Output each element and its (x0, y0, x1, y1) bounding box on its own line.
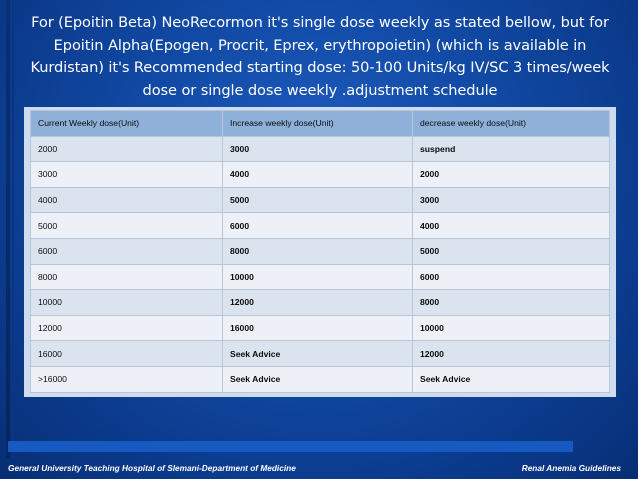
increase-dose-cell: 4000 (223, 162, 413, 188)
current-dose-cell: 12000 (31, 315, 223, 341)
current-dose-cell: 16000 (31, 341, 223, 367)
table-row (31, 162, 610, 188)
table-row (31, 187, 610, 213)
decrease-dose-cell: 6000 (413, 264, 610, 290)
slide-title: For (Epoitin Beta) NeoRecormon it's single dose weekly as stated bellow, but for Epoitin Alpha(Epogen, Procrit, Eprex, erythropoietin) (which is available in Kurdistan) it's Recommended starting dose: 50-100 Units/kg IV/SC 3 times/week dose or single dose weekly .adjustment schedule (30, 14, 610, 99)
decrease-dose-cell: 10000 (413, 315, 610, 341)
increase-dose-cell: 16000 (223, 315, 413, 341)
decrease-dose-cell: Seek Advice (413, 366, 610, 392)
increase-dose-cell: 3000 (223, 136, 413, 162)
left-frame-inner-line (12, 0, 14, 458)
footer-hospital-text: General University Teaching Hospital of Slemani-Department of Medicine (8, 463, 296, 473)
header-increase-dose: Increase weekly dose(Unit) (223, 111, 413, 137)
footer-bar (8, 441, 573, 452)
current-dose-cell: 4000 (31, 187, 223, 213)
table-row (31, 213, 610, 239)
table-row (31, 238, 610, 264)
current-dose-cell: 6000 (31, 238, 223, 264)
dose-adjustment-table (30, 110, 610, 393)
current-dose-cell: >16000 (31, 366, 223, 392)
increase-dose-cell: 6000 (223, 213, 413, 239)
increase-dose-cell: Seek Advice (223, 341, 413, 367)
table-row (31, 341, 610, 367)
table-row (31, 315, 610, 341)
current-dose-cell: 8000 (31, 264, 223, 290)
table-row (31, 264, 610, 290)
current-dose-cell: 2000 (31, 136, 223, 162)
left-frame-line (6, 0, 10, 458)
decrease-dose-cell: 12000 (413, 341, 610, 367)
current-dose-cell: 3000 (31, 162, 223, 188)
header-current-dose: Current Weekly dose(Unit) (31, 111, 223, 137)
table-row (31, 136, 610, 162)
increase-dose-cell: 5000 (223, 187, 413, 213)
decrease-dose-cell: suspend (413, 136, 610, 162)
decrease-dose-cell: 4000 (413, 213, 610, 239)
decrease-dose-cell: 8000 (413, 290, 610, 316)
decrease-dose-cell: 5000 (413, 238, 610, 264)
decrease-dose-cell: 3000 (413, 187, 610, 213)
increase-dose-cell: 12000 (223, 290, 413, 316)
decrease-dose-cell: 2000 (413, 162, 610, 188)
table-row (31, 290, 610, 316)
increase-dose-cell: Seek Advice (223, 366, 413, 392)
header-decrease-dose: decrease weekly dose(Unit) (413, 111, 610, 137)
dose-table-panel (24, 107, 616, 397)
current-dose-cell: 10000 (31, 290, 223, 316)
table-header-row (31, 111, 610, 137)
footer-guidelines-text: Renal Anemia Guidelines (521, 463, 621, 473)
increase-dose-cell: 10000 (223, 264, 413, 290)
current-dose-cell: 5000 (31, 213, 223, 239)
table-row (31, 366, 610, 392)
increase-dose-cell: 8000 (223, 238, 413, 264)
